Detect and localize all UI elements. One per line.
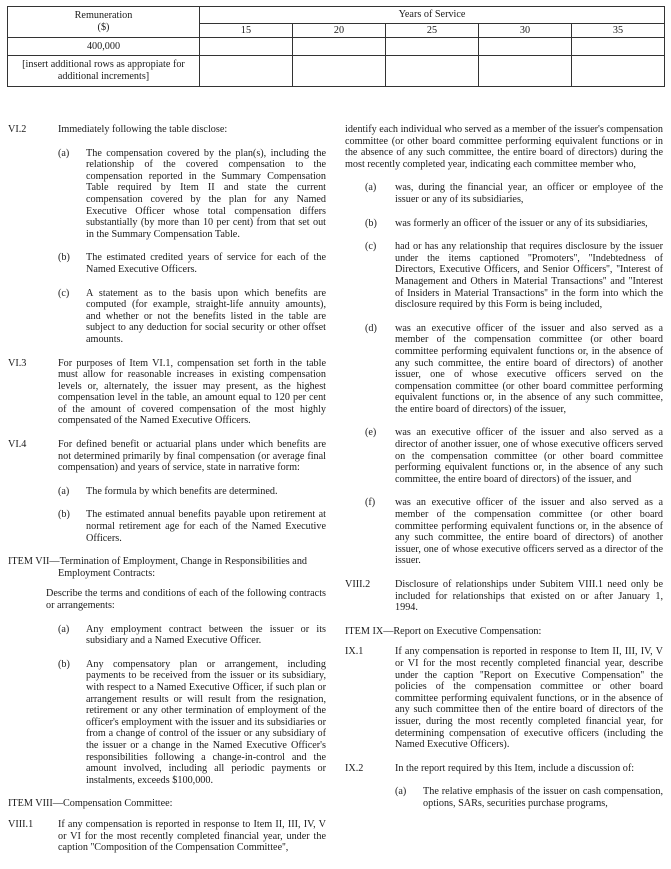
item-text: The formula by which benefits are determined. xyxy=(86,485,278,497)
list-item xyxy=(345,241,663,311)
remuneration-label: Remuneration xyxy=(74,10,133,22)
currency-label: ($) xyxy=(97,22,110,33)
list-item xyxy=(58,509,326,544)
item-number: (a) xyxy=(58,623,70,635)
right-column xyxy=(345,124,663,822)
item-number: VIII.1 xyxy=(8,818,34,830)
list-item xyxy=(345,323,663,416)
item-number: VI.4 xyxy=(8,439,27,451)
years-of-service-header: Years of Service xyxy=(200,7,665,24)
list-item xyxy=(395,786,663,809)
item-number: (d) xyxy=(365,322,377,334)
item-number: VI.2 xyxy=(8,124,27,135)
paragraph: identify each individual who served as a member of the issuer's compensation committee (or other board committee performing equivalent functions or in the absence of any such committee, the entire board of directors) during the most recently completed year, indicating each committee member who, xyxy=(345,124,663,170)
item-text: was, during the financial year, an officer or employee of the issuer or any of its subsidiaries, xyxy=(395,182,663,205)
item-number: VIII.2 xyxy=(345,579,371,590)
item-number: (f) xyxy=(365,497,376,509)
item-number: (a) xyxy=(395,786,407,798)
item-number: (c) xyxy=(58,287,70,299)
list-item xyxy=(58,252,326,275)
item-number: (b) xyxy=(58,509,70,521)
section-paragraph xyxy=(8,358,326,428)
item-text: If any compensation is reported in response to Item II, III, IV, V or VI for the most recently completed financial year, under the caption ''Composition of the Compensation Committee'', xyxy=(58,818,326,854)
item-text: Any employment contract between the issuer or its subsidiary and a Named Executive Officer. xyxy=(86,623,326,647)
section-paragraph xyxy=(345,646,663,750)
item-heading: ITEM VIII—Compensation Committee: xyxy=(8,798,173,810)
item-number: (c) xyxy=(365,241,377,253)
item-text: In the report required by this Item, include a discussion of: xyxy=(395,762,635,774)
list-item xyxy=(345,497,663,567)
item-text: For purposes of Item VI.1, compensation set forth in the table must allow for reasonable increases in existing compensation levels or, alternately, the issuer may present, as the highest compensation level in the table, an amount equal to 120 per cent of the amount of covered compensation of the most highly compensated of the Named Executive Officers. xyxy=(58,357,326,427)
table-row xyxy=(8,38,665,56)
section-paragraph xyxy=(345,579,663,614)
item-number: (a) xyxy=(365,182,377,194)
item-text: The estimated annual benefits payable upon retirement at normal retirement age for each of the Named Executive Officers. xyxy=(86,509,326,544)
list-item xyxy=(345,427,663,485)
item-number: (b) xyxy=(58,658,70,670)
remuneration-value: 400,000 xyxy=(8,38,200,56)
left-column xyxy=(8,124,326,866)
list-item xyxy=(58,288,326,346)
item-text: Disclosure of relationships under Subitem VIII.1 need only be included for relationships that existed on or after January 1, 1994. xyxy=(395,579,663,614)
item-heading: ITEM IX—Report on Executive Compensation: xyxy=(345,625,542,637)
item-text: For defined benefit or actuarial plans under which benefits are not determined primarily by final compensation (or average final compensation) and years of service, state in narrative form: xyxy=(58,439,326,474)
item-number: (b) xyxy=(58,252,70,264)
item-number: (a) xyxy=(58,485,70,497)
additional-rows-note: [insert additional rows as appropiate for additional increments] xyxy=(8,56,200,87)
item-text: was an executive officer of the issuer and also served as a member of the compensation committee (or other board committee performing equivalent functions or, in the absence of any such committee, the entire board of directors) of another issuer, one of whose executive officers served as a director of the issuer. xyxy=(395,497,663,567)
remuneration-table xyxy=(7,6,665,87)
item-number: (a) xyxy=(58,147,70,159)
item-text: The compensation covered by the plan(s), including the relationship of the covered compensation to the compensation reported in the Summary Compensation Table required by Item II and state the current compensation covered by the plan for any Named Executive Officer whose total compensation differs substantially (by more than 10 per cent) from that set out in the Summary Compensation Table. xyxy=(86,147,326,240)
list-item xyxy=(345,218,663,230)
item-text: was formerly an officer of the issuer or any of its subsidiaries, xyxy=(395,217,648,229)
year-col-30: 30 xyxy=(479,24,572,38)
list-item xyxy=(58,486,326,498)
section-paragraph xyxy=(8,819,326,854)
section-paragraph xyxy=(8,124,326,136)
item-text: Any compensatory plan or arrangement, including payments to be received from the issuer or its subsidiary, with respect to a Named Executive Officer, if such plan or arrangement results or will result from the resignation, retirement or any other termination of employment of the officer's employment with the issuer and its subsidiaries or from a change of control of the issuer or any subsidiary of the issuer or a change in the Named Executive Officer's responsibilities following a change-in-control and the amount involved, including all periodic payments or instalments, exceeds $100,000. xyxy=(86,658,326,786)
list-item xyxy=(345,182,663,205)
table-row xyxy=(8,56,665,87)
year-col-25: 25 xyxy=(386,24,479,38)
list-item xyxy=(58,624,326,647)
year-col-35: 35 xyxy=(572,24,665,38)
item-text: Immediately following the table disclose: xyxy=(58,124,228,135)
year-col-20: 20 xyxy=(293,24,386,38)
item-heading: ITEM VII—Termination of Employment, Change in Responsibilities and Employment Contracts: xyxy=(8,556,308,579)
item-text: was an executive officer of the issuer and also served as a director of another issuer, one of whose executive officers served on the compensation committee (or other board committee performing equivalent functions or, in the absence of any such committee, the entire board of directors) of the issuer, and xyxy=(395,427,663,485)
list-item xyxy=(58,148,326,241)
item-number: VI.3 xyxy=(8,357,27,369)
item-text: The estimated credited years of service for each of the Named Executive Officers. xyxy=(86,252,326,275)
section-paragraph xyxy=(345,763,663,775)
item-number: (e) xyxy=(365,427,377,439)
remuneration-header xyxy=(8,7,200,38)
item-text: was an executive officer of the issuer and also served as a member of the compensation committee (or other board committee performing equivalent functions or, in the absence of any such committee, the entire board of directors) of another issuer, one of whose executive officers served on the compensation committee (or other board committee performing equivalent functions or, in the absence of any such committee, the entire board of directors) of the issuer, xyxy=(395,322,663,415)
item-text: had or has any relationship that requires disclosure by the issuer under the items captioned ''Promoters'', ''Indebtedness of Directors, Executive Officers, and Senior Officers'', ''Interest of Management and Others in Material Transactions'' and ''Interest of Insiders in Material Transactions'' in the form into which the disclosure required by this Form is being included, xyxy=(395,241,663,311)
item-text: The relative emphasis of the issuer on cash compensation, options, SARs, securities purchase programs, xyxy=(423,786,663,809)
paragraph: Describe the terms and conditions of each of the following contracts or arrangements: xyxy=(46,588,326,611)
item-number: (b) xyxy=(365,217,377,229)
section-paragraph xyxy=(8,439,326,474)
item-number: IX.2 xyxy=(345,762,364,774)
item-text: A statement as to the basis upon which benefits are computed (for example, straight-life annuity amounts), and whether or not the benefits listed in the table are subject to any deduction for social security or other offset amounts. xyxy=(86,287,326,345)
item-number: IX.1 xyxy=(345,646,364,658)
list-item xyxy=(58,659,326,787)
item-text: If any compensation is reported in response to Item II, III, IV, V or VI for the most recently completed financial year, describe under the caption ''Report on Executive Compensation'' the policies of the compensation committee or other board committee performing equivalent functions, or in the absence of any such committee then of the entire board of directors of the issuer, during the most recently completed financial year, for determining compensation of executive officers (including the Named Executive Officers). xyxy=(395,646,663,751)
year-col-15: 15 xyxy=(200,24,293,38)
